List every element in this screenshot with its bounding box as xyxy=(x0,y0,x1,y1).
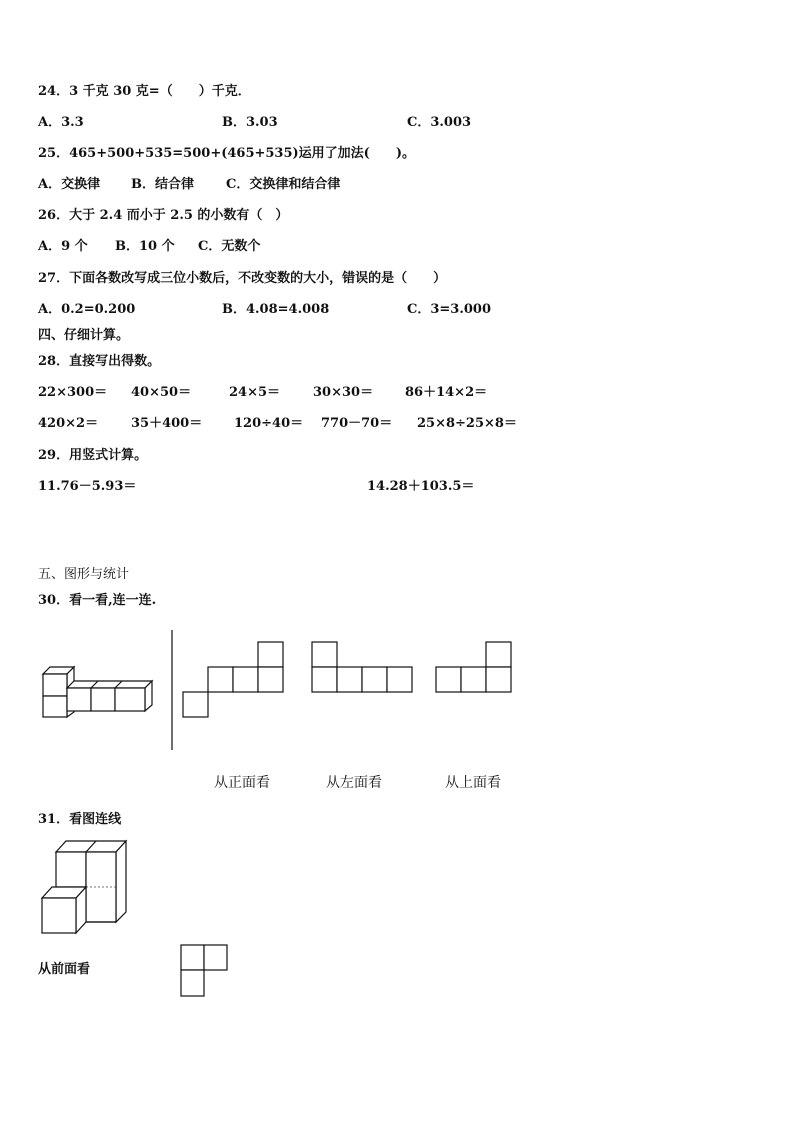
q28-item: 40×50＝ xyxy=(131,385,192,400)
q25-question: 25．465+500+535=500+(465+535)运用了加法( )。 xyxy=(38,146,415,161)
q28-item: 24×5＝ xyxy=(229,385,281,400)
q27-option-b: B．4.08=4.008 xyxy=(222,302,330,317)
q30-label-front: 从正面看 xyxy=(214,775,270,791)
q28-item: 86＋14×2＝ xyxy=(405,385,488,400)
q27-option-c: C．3=3.000 xyxy=(407,302,491,317)
q26-option-a: A．9 个 xyxy=(38,239,88,254)
q28-item: 770－70＝ xyxy=(321,416,393,431)
q24-question: 24．3 千克 30 克=（ ）千克． xyxy=(38,84,251,99)
q26-question: 26．大于 2.4 而小于 2.5 的小数有（ ） xyxy=(38,208,289,223)
q29-question: 29．用竖式计算。 xyxy=(38,448,148,463)
q30-label-top: 从上面看 xyxy=(445,775,501,791)
q31-label-front: 从前面看 xyxy=(38,962,91,977)
q25-option-b: B．结合律 xyxy=(131,177,194,192)
q30-solid-figure xyxy=(36,660,160,722)
q25-option-a: A．交换律 xyxy=(38,177,101,192)
q24-option-c: C．3.003 xyxy=(407,115,472,130)
q24-option-a: A．3.3 xyxy=(38,115,84,130)
q31-solid-figure xyxy=(38,838,130,936)
q30-view-option-2[interactable] xyxy=(311,641,415,695)
q28-item: 25×8÷25×8＝ xyxy=(417,416,517,431)
section-4-title: 四、仔细计算。 xyxy=(38,328,130,343)
q31-question: 31．看图连线 xyxy=(38,812,122,827)
q28-item: 120÷40＝ xyxy=(234,416,304,431)
q27-question: 27．下面各数改写成三位小数后，不改变数的大小，错误的是（ ） xyxy=(38,271,447,286)
q26-option-b: B．10 个 xyxy=(115,239,175,254)
q28-item: 30×30＝ xyxy=(313,385,374,400)
q30-view-option-1[interactable] xyxy=(182,641,286,719)
section-5-title: 五、图形与统计 xyxy=(38,567,130,582)
q30-label-left: 从左面看 xyxy=(326,775,382,791)
q28-item: 22×300＝ xyxy=(38,385,108,400)
q28-item: 35＋400＝ xyxy=(131,416,203,431)
q31-view-option[interactable] xyxy=(179,943,231,999)
q30-divider xyxy=(170,628,174,752)
q28-question: 28．直接写出得数。 xyxy=(38,354,161,369)
q26-option-c: C．无数个 xyxy=(198,239,261,254)
q27-option-a: A．0.2=0.200 xyxy=(38,302,136,317)
q25-option-c: C．交换律和结合律 xyxy=(226,177,341,192)
q30-view-option-3[interactable] xyxy=(435,641,515,695)
q29-item: 11.76－5.93＝ xyxy=(38,479,137,494)
q24-option-b: B．3.03 xyxy=(222,115,278,130)
q29-item: 14.28＋103.5＝ xyxy=(367,479,475,494)
q28-item: 420×2＝ xyxy=(38,416,99,431)
q30-question: 30．看一看,连一连. xyxy=(38,593,157,608)
